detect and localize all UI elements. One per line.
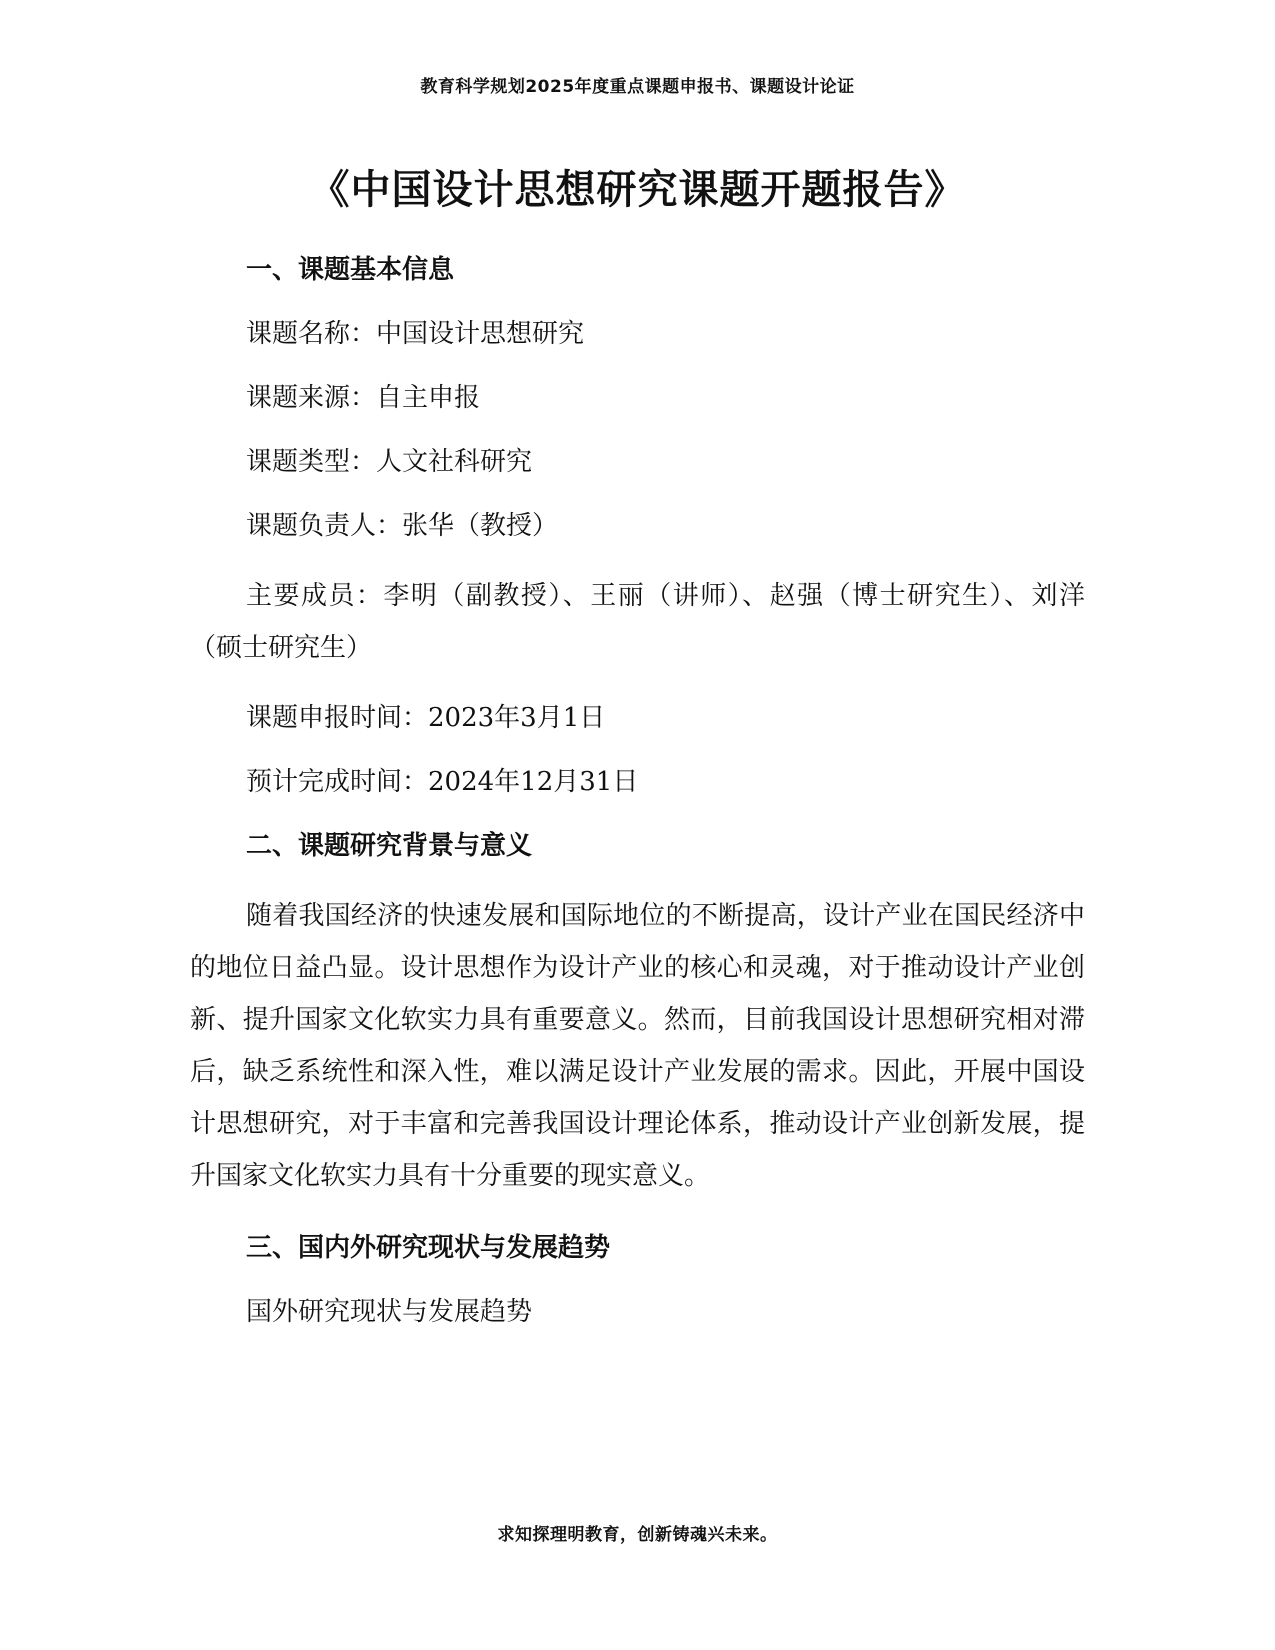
info-topic-name: 课题名称：中国设计思想研究 [246, 319, 585, 349]
info-topic-type: 课题类型：人文社科研究 [246, 447, 533, 477]
section-heading-basic-info: 一、课题基本信息 [246, 255, 455, 285]
info-main-members: 主要成员：李明（副教授）、王丽（讲师）、赵强（博士研究生）、刘洋（硕士研究生） [190, 581, 1085, 663]
page-header: 教育科学规划2025年度重点课题申报书、课题设计论证 [420, 77, 855, 97]
info-topic-source: 课题来源：自主申报 [246, 383, 481, 413]
section-heading-research-status: 三、国内外研究现状与发展趋势 [246, 1233, 611, 1263]
document-title: 《中国设计思想研究课题开题报告》 [309, 167, 966, 213]
section-heading-background: 二、课题研究背景与意义 [246, 831, 533, 861]
background-paragraph: 随着我国经济的快速发展和国际地位的不断提高，设计产业在国民经济中的地位日益凸显。设计思想作为设计产业的核心和灵魂，对于推动设计产业创新、提升国家文化软实力具有重要意义。然而，目前我国设计思想研究相对滞后，缺乏系统性和深入性，难以满足设计产业发展的需求。因此，开展中国设计思想研究，对于丰富和完善我国设计理论体系，推动设计产业创新发展，提升国家文化软实力具有十分重要的现实意义。 [190, 901, 1085, 1191]
subheading-foreign-research: 国外研究现状与发展趋势 [246, 1297, 533, 1327]
info-topic-leader: 课题负责人：张华（教授） [246, 511, 559, 541]
info-finish-date: 预计完成时间：2024年12月31日 [246, 767, 639, 797]
document-body [190, 250, 1085, 1332]
page-footer: 求知探理明教育，创新铸魂兴未来。 [497, 1525, 778, 1545]
info-apply-date: 课题申报时间：2023年3月1日 [246, 703, 606, 733]
